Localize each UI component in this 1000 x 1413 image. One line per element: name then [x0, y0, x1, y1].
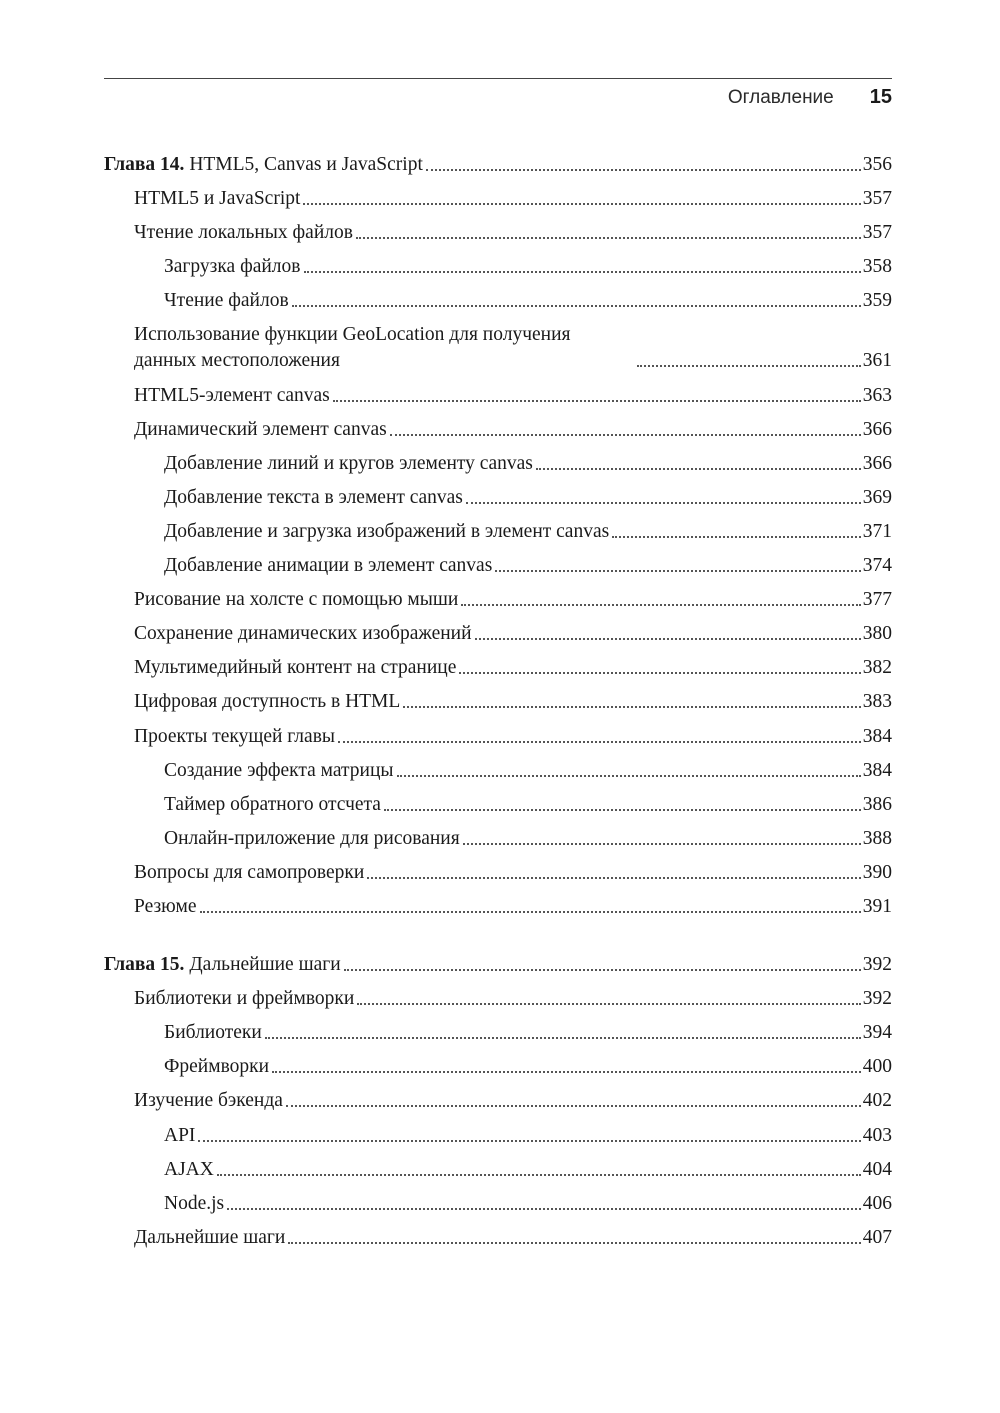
toc-entry[interactable] [104, 647, 892, 681]
toc-entry-page: 388 [862, 827, 892, 849]
toc-entry-label: Мультимедийный контент на странице [134, 657, 457, 679]
toc-entry-label: Онлайн-приложение для рисования [164, 827, 460, 849]
toc-entry[interactable] [104, 246, 892, 280]
toc-entry[interactable] [104, 314, 892, 374]
toc-entry[interactable] [104, 852, 892, 886]
toc-entry-page: 377 [862, 589, 892, 611]
dot-leader [426, 168, 861, 171]
toc-entry[interactable] [104, 613, 892, 647]
toc-entry[interactable] [104, 545, 892, 579]
chapter-number: Глава 14. [104, 154, 185, 176]
dot-leader [198, 1139, 860, 1142]
dot-leader [356, 236, 861, 239]
toc-entry-page: 403 [862, 1124, 892, 1146]
toc-chapter-15[interactable] [104, 944, 892, 978]
dot-leader [338, 740, 861, 743]
toc-entry-label: Чтение локальных файлов [134, 222, 353, 244]
dot-leader [227, 1207, 861, 1210]
toc-entry-page: 406 [862, 1192, 892, 1214]
page-number: 15 [869, 86, 892, 108]
toc-entry-label: Динамический элемент canvas [134, 418, 387, 440]
toc-entry-label: Чтение файлов [164, 290, 289, 312]
toc-entry-page: 407 [862, 1226, 892, 1248]
dot-leader [303, 202, 860, 205]
toc-entry-page: 356 [862, 154, 892, 176]
toc-entry[interactable] [104, 579, 892, 613]
toc-entry[interactable] [104, 212, 892, 246]
toc-entry-page: 369 [862, 486, 892, 508]
toc-entry-label: Добавление текста в элемент canvas [164, 486, 463, 508]
toc-entry-page: 363 [862, 384, 892, 406]
toc-entry-label: Добавление анимации в элемент canvas [164, 555, 493, 577]
toc-chapter-14[interactable] [104, 144, 892, 178]
toc-entry[interactable] [104, 280, 892, 314]
toc-entry-page: 366 [862, 418, 892, 440]
toc-entry[interactable] [104, 443, 892, 477]
toc-entry-page: 357 [862, 188, 892, 210]
toc-entry-page: 394 [862, 1022, 892, 1044]
toc-entry[interactable] [104, 409, 892, 443]
dot-leader [286, 1104, 861, 1107]
toc-entry-page: 383 [862, 691, 892, 713]
toc-entry-label: Рисование на холсте с помощью мыши [134, 589, 459, 611]
toc-entry[interactable] [104, 511, 892, 545]
toc-entry[interactable] [104, 818, 892, 852]
toc-entry-page: 400 [862, 1056, 892, 1078]
dot-leader [612, 535, 861, 538]
toc-entry-page: 358 [862, 256, 892, 278]
dot-leader [344, 968, 861, 971]
dot-leader [466, 501, 861, 504]
dot-leader [495, 569, 860, 572]
toc-entry-page: 359 [862, 290, 892, 312]
chapter-title: HTML5, Canvas и JavaScript [189, 154, 423, 176]
dot-leader [333, 399, 861, 402]
toc-entry[interactable] [104, 1114, 892, 1148]
toc-entry[interactable] [104, 477, 892, 511]
toc-entry-label: Создание эффекта матрицы [164, 759, 394, 781]
toc-entry-label: Дальнейшие шаги [134, 1226, 286, 1248]
dot-leader [357, 1002, 860, 1005]
toc-entry-label: Изучение бэкенда [134, 1090, 283, 1112]
toc-entry-page: 384 [862, 759, 892, 781]
toc-entry-page: 382 [862, 657, 892, 679]
toc-entry-page: 384 [862, 725, 892, 747]
toc-entry-page: 374 [862, 555, 892, 577]
toc-entry-label: Добавление и загрузка изображений в элемент canvas [164, 520, 610, 542]
toc-entry-label: Таймер обратного отсчета [164, 793, 381, 815]
toc-entry-label: Библиотеки и фреймворки [134, 988, 355, 1010]
table-of-contents [104, 144, 892, 1251]
toc-entry[interactable] [104, 374, 892, 408]
dot-leader [637, 364, 861, 367]
toc-entry[interactable] [104, 1012, 892, 1046]
toc-entry-page: 357 [862, 222, 892, 244]
dot-leader [463, 842, 861, 845]
dot-leader [265, 1036, 861, 1039]
toc-entry-label: Фреймворки [164, 1056, 270, 1078]
dot-leader [397, 774, 861, 777]
toc-entry[interactable] [104, 681, 892, 715]
dot-leader [390, 433, 861, 436]
toc-entry[interactable] [104, 750, 892, 784]
dot-leader [367, 876, 860, 879]
dot-leader [217, 1173, 861, 1176]
toc-entry-page: 366 [862, 452, 892, 474]
dot-leader [288, 1241, 860, 1244]
dot-leader [536, 467, 861, 470]
toc-entry-label: Вопросы для самопроверки [134, 861, 365, 883]
toc-entry-label [104, 152, 423, 178]
toc-entry-page: 404 [862, 1158, 892, 1180]
toc-entry-page: 380 [862, 623, 892, 645]
chapter-title: Дальнейшие шаги [189, 954, 341, 976]
toc-entry-label: HTML5-элемент canvas [134, 384, 330, 406]
toc-entry-label: Библиотеки [164, 1022, 262, 1044]
toc-entry-label: Загрузка файлов [164, 256, 301, 278]
toc-entry-page: 402 [862, 1090, 892, 1112]
toc-entry-page: 392 [862, 954, 892, 976]
toc-entry[interactable] [104, 715, 892, 749]
toc-entry-label: AJAX [164, 1158, 214, 1180]
header-rule [104, 78, 892, 79]
dot-leader [459, 671, 860, 674]
toc-entry-page: 361 [862, 350, 892, 372]
toc-entry-label [104, 952, 341, 978]
toc-entry[interactable] [104, 178, 892, 212]
toc-entry-page: 390 [862, 861, 892, 883]
dot-leader [304, 270, 861, 273]
running-header-title: Оглавление [727, 87, 834, 108]
toc-entry[interactable] [104, 1183, 892, 1217]
chapter-number: Глава 15. [104, 954, 185, 976]
toc-entry-label: Добавление линий и кругов элементу canvas [164, 452, 533, 474]
toc-entry-page: 386 [862, 793, 892, 815]
dot-leader [384, 808, 861, 811]
toc-entry-label: HTML5 и JavaScript [134, 188, 301, 210]
toc-entry[interactable] [104, 1080, 892, 1114]
toc-entry[interactable] [104, 1149, 892, 1183]
toc-entry-label: Резюме [134, 895, 197, 917]
toc-entry-label: Сохранение динамических изображений [134, 623, 472, 645]
dot-leader [200, 910, 861, 913]
toc-entry-label: Цифровая доступность в HTML [134, 691, 401, 713]
dot-leader [403, 705, 860, 708]
dot-leader [461, 603, 860, 606]
toc-entry[interactable] [104, 1046, 892, 1080]
toc-entry-label: Использование функции GeoLocation для получения данных местоположения [134, 324, 571, 372]
toc-entry-label: Проекты текущей главы [134, 725, 335, 747]
toc-entry-page: 391 [862, 895, 892, 917]
dot-leader [475, 637, 861, 640]
toc-entry[interactable] [104, 978, 892, 1012]
dot-leader [272, 1070, 861, 1073]
running-header [104, 86, 892, 114]
toc-entry[interactable] [104, 886, 892, 920]
toc-entry-page: 371 [862, 520, 892, 542]
toc-entry[interactable] [104, 1217, 892, 1251]
toc-entry-page: 392 [862, 988, 892, 1010]
dot-leader [292, 304, 861, 307]
toc-entry-label: API [164, 1124, 196, 1146]
toc-entry-label: Node.js [164, 1192, 225, 1214]
toc-entry[interactable] [104, 784, 892, 818]
